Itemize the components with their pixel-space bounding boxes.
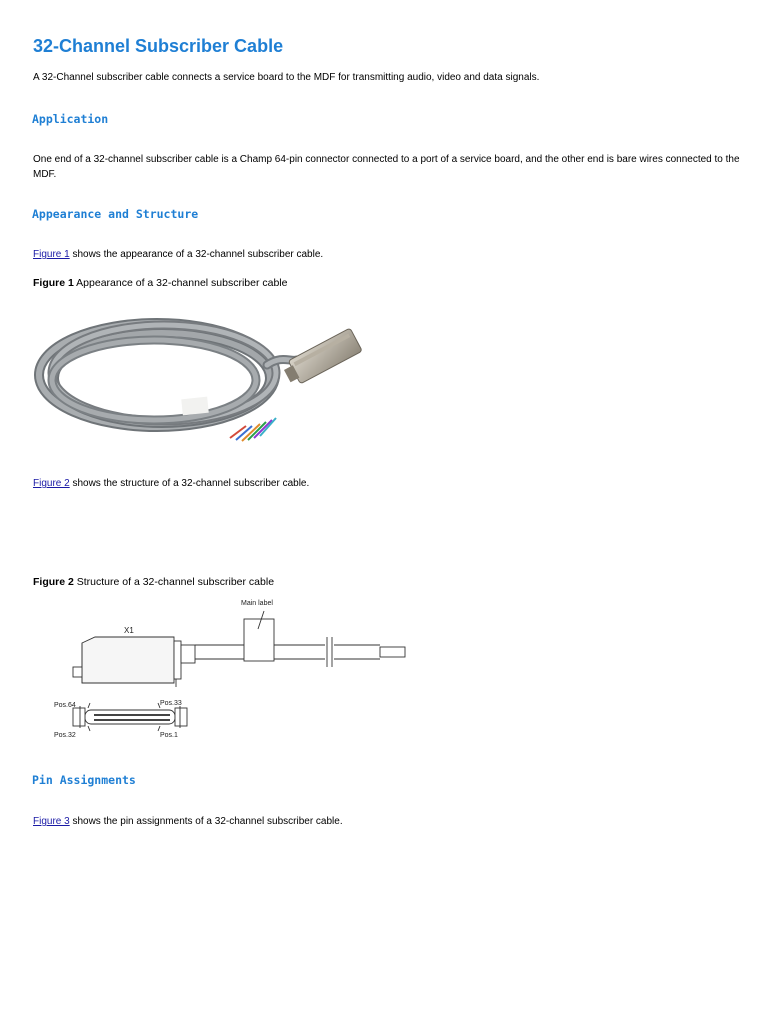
figure1-link[interactable]: Figure 1 xyxy=(33,249,70,260)
figure1-reference-text: shows the appearance of a 32-channel subscriber cable. xyxy=(69,249,324,260)
figure3-link[interactable]: Figure 3 xyxy=(33,816,70,827)
heading-pin-assignments: Pin Assignments xyxy=(32,773,136,787)
x1-label: X1 xyxy=(124,626,134,635)
figure1-caption xyxy=(33,277,287,289)
pos33-label: Pos.33 xyxy=(160,700,182,707)
pos64-label: Pos.64 xyxy=(54,702,76,709)
figure2-caption-label: Figure 2 xyxy=(33,576,74,588)
cable-structure-diagram xyxy=(50,595,410,745)
figure2-caption xyxy=(33,576,274,588)
pos32-label: Pos.32 xyxy=(54,732,76,739)
figure2-reference xyxy=(33,476,745,491)
page-title: 32-Channel Subscriber Cable xyxy=(33,36,284,56)
cable-photo xyxy=(32,300,362,450)
intro-paragraph: A 32-Channel subscriber cable connects a service board to the MDF for transmitting audio, video and data signals. xyxy=(33,72,540,83)
figure1-caption-text: Appearance of a 32-channel subscriber cable xyxy=(73,277,288,289)
figure3-reference xyxy=(33,814,745,829)
figure2-link[interactable]: Figure 2 xyxy=(33,478,70,489)
pos1-label: Pos.1 xyxy=(160,732,178,739)
figure2-caption-text: Structure of a 32-channel subscriber cable xyxy=(73,576,275,588)
figure2-reference-text: shows the structure of a 32-channel subscriber cable. xyxy=(69,478,310,489)
figure1-caption-label: Figure 1 xyxy=(33,277,74,289)
heading-appearance-structure: Appearance and Structure xyxy=(32,207,199,221)
main-label-text: Main label xyxy=(241,600,273,607)
heading-application: Application xyxy=(32,112,109,126)
application-paragraph: One end of a 32-channel subscriber cable is a Champ 64-pin connector connected to a port of a service board, and the other end is bare wires connected to the MDF. xyxy=(33,154,740,180)
figure3-reference-text: shows the pin assignments of a 32-channel subscriber cable. xyxy=(69,816,343,827)
figure1-reference xyxy=(33,247,745,262)
